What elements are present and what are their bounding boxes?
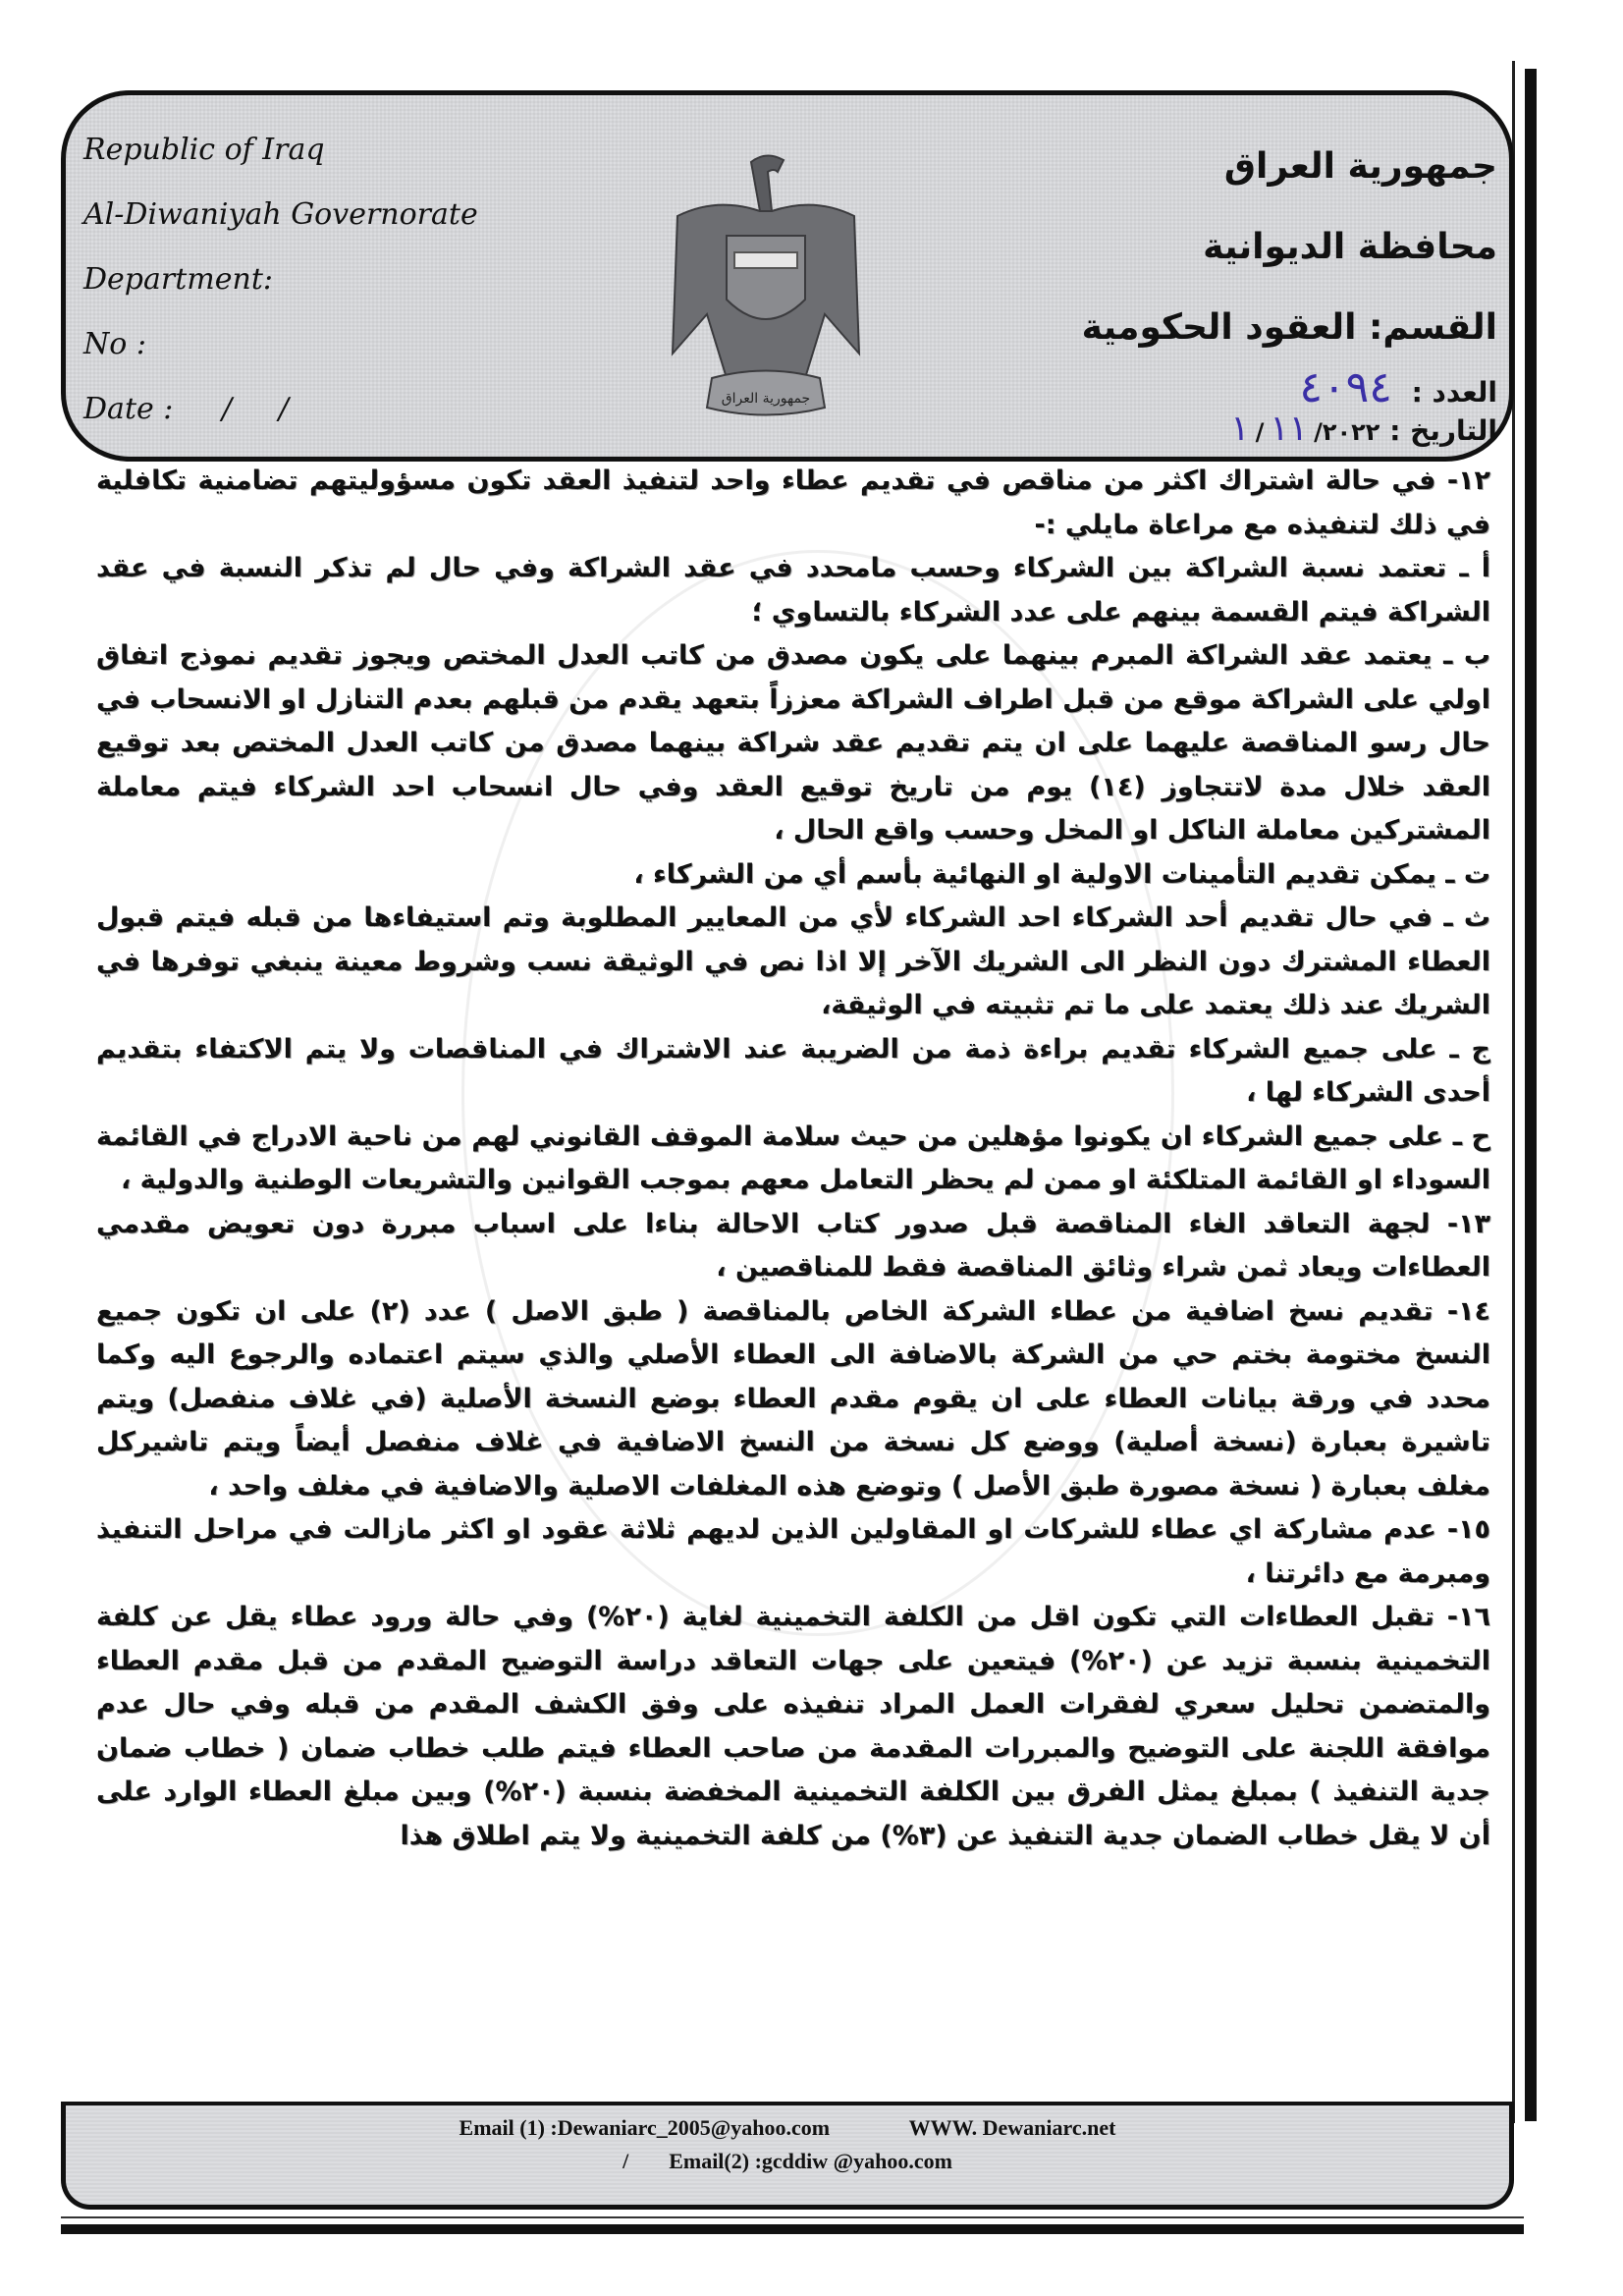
english-governorate: Al-Diwaniyah Governorate — [83, 197, 478, 232]
arabic-date-day: ١ — [1230, 409, 1250, 449]
arabic-country: جمهورية العراق — [1223, 146, 1497, 187]
footer-email-1[interactable]: Email (1) :Dewaniarc_2005@yahoo.com — [459, 2115, 831, 2140]
english-country: Republic of Iraq — [83, 133, 325, 167]
clause-12-j: ج ـ على جميع الشركاء تقديم براءة ذمة من الضريبة عند الاشتراك في المناقصات ولا يتم الاكتفاء بتقديم أحدى الشركاء لها ، — [96, 1033, 1490, 1108]
clause-12-t: ت ـ يمكن تقديم التأمينات الاولية او النهائية بأسم أي من الشركاء ، — [633, 858, 1490, 890]
arabic-number-row — [1046, 362, 1497, 412]
footer-website[interactable]: WWW. Dewaniarc.net — [908, 2115, 1116, 2140]
arabic-date-month: ١١ — [1270, 409, 1309, 449]
clause-12-b: ب ـ يعتمد عقد الشراكة المبرم بينهما على يكون مصدق من كاتب العدل المختص ويجوز تقديم نموذج اتفاق اولي على الشراكة موقع من قبل اطراف الشراكة معززاً بتعهد يقدم من قبلهم بعدم التنازل او الانسحاب في حال رسو المناقصة عليهما على ان يتم تقديم عقد شراكة بينهما مصدق من كاتب العدل المختص بعد توقيع العقد خلال مدة لاتتجاوز (١٤) يوم من تاريخ توقيع العقد وفي حال انسحاب احد الشركاء فيتم معاملة المشتركين معاملة الناكل او المخل وحسب واقع الحال ، — [96, 640, 1490, 846]
arabic-number-value: ٤٠٩٤ — [1299, 362, 1392, 412]
english-department-label: Department: — [83, 262, 273, 297]
english-date-slashes: / / — [221, 392, 289, 426]
clause-13: ١٣- لجهة التعاقد الغاء المناقصة قبل صدور كتاب الاحالة بناءا على اسباب مبررة دون تعويض مقدمي العطاءات ويعاد ثمن شراء وثائق المناقصة فقط للمناقصين ، — [96, 1208, 1490, 1283]
arabic-date-label: التاريخ : — [1389, 414, 1497, 447]
letterhead-english — [83, 118, 594, 442]
iraq-eagle-emblem-icon — [658, 142, 874, 437]
arabic-date-row: التاريخ : ١ / ١١ /٢٠٢٢ — [1230, 409, 1497, 449]
footer-contact — [61, 2111, 1514, 2178]
clause-16: ١٦- تقبل العطاءات التي تكون اقل من الكلفة التخمينية لغاية (٢٠%) وفي حالة ورود عطاء يقل عن كلفة التخمينية بنسبة تزيد عن (٢٠%) فيتعين على جهات التعاقد دراسة التوضيح المقدم من قبل مقدم العطاء والمتضمن تحليل سعري لفقرات العمل المراد تنفيذه على وفق الكشف المقدم من قبله وفي حال عدم موافقة اللجنة على التوضيح والمبررات المقدمة من صاحب العطاء فيتم طلب خطاب ضمان ( خطاب ضمان جدية التنفيذ ) بمبلغ يمثل الفرق بين الكلفة التخمينية المخفضة بنسبة (٢٠%) وبين مبلغ العطاء الوارد على أن لا يقل خطاب الضمان جدية التنفيذ عن (٣%) من كلفة التخمينية ولا يتم اطلاق هذا — [96, 1602, 1490, 1851]
page-frame-right — [1525, 69, 1537, 2121]
arabic-department: القسم: العقود الحكومية — [1081, 307, 1497, 348]
document-body — [96, 460, 1490, 1858]
clause-15: ١٥- عدم مشاركة اي عطاء للشركات او المقاولين الذين لديهم ثلاثة عقود او اكثر مازالت في مراحل التنفيذ ومبرمة مع دائرتنا ، — [96, 1514, 1490, 1589]
footer-email-2[interactable]: Email(2) :gcddiw @yahoo.com — [669, 2149, 952, 2173]
arabic-number-label: العدد : — [1411, 376, 1497, 409]
clause-12: ١٢- في حالة اشتراك اكثر من مناقص في تقديم عطاء واحد لتنفيذ العقد تكون مسؤوليتهم تضامنية تكافلية في ذلك لتنفيذه مع مراعاة مايلي :- — [96, 465, 1490, 540]
arabic-governorate: محافظة الديوانية — [1203, 227, 1497, 267]
clause-12-a: أ ـ تعتمد نسبة الشراكة بين الشركاء وحسب مامحدد في عقد الشراكة وفي حال لم تذكر النسبة في عقد الشراكة فيتم القسمة بينهم على عدد الشركاء بالتساوي ؛ — [96, 553, 1490, 628]
clause-14: ١٤- تقديم نسخ اضافية من عطاء الشركة الخاص بالمناقصة ( طبق الاصل ) عدد (٢) على ان تكون جميع النسخ مختومة بختم حي من الشركة بالاضافة الى العطاء الأصلي والذي سيتم اعتماده والرجوع اليه وكما محدد في ورقة بيانات العطاء على ان يقوم مقدم العطاء بوضع النسخة الأصلية (في غلاف منفصل) ويتم تاشيرة بعبارة (نسخة أصلية) ووضع كل نسخة من النسخ الاضافية في غلاف منفصل أيضاً ويتم تاشيركل مغلف بعبارة ( نسخة مصورة طبق الأصل ) وتوضع هذه المغلفات الاصلية والاضافية في مغلف واحد ، — [96, 1295, 1490, 1502]
arabic-date-year: ٢٠٢٢ — [1322, 418, 1380, 446]
letterhead-arabic — [1046, 137, 1497, 450]
emblem-caption: جمهورية العراق — [721, 391, 811, 407]
footer-rule-thick — [61, 2224, 1524, 2234]
english-date-label: Date : — [83, 392, 174, 426]
footer-separator: / — [622, 2149, 629, 2173]
clause-12-th: ث ـ في حال تقديم أحد الشركاء احد الشركاء لأي من المعايير المطلوبة وتم استيفاءها من قبله فيتم قبول العطاء المشترك دون النظر الى الشريك الآخر إلا اذا نص في الوثيقة نسب وشروط معينة ينبغي توفرها في الشريك عند ذلك يعتمد على ما تم تثبيته في الوثيقة، — [96, 902, 1490, 1020]
english-date-row — [83, 377, 594, 442]
clause-12-h: ح ـ على جميع الشركاء ان يكونوا مؤهلين من حيث سلامة الموقف القانوني لهم من ناحية الادراج في القائمة السوداء او القائمة المتلكئة او ممن لم يحظر التعامل معهم بموجب القوانين والتشريعات الوطنية والدولية ، — [96, 1121, 1490, 1195]
english-number-label: No : — [83, 327, 146, 361]
footer-rule-thin — [61, 2216, 1524, 2218]
